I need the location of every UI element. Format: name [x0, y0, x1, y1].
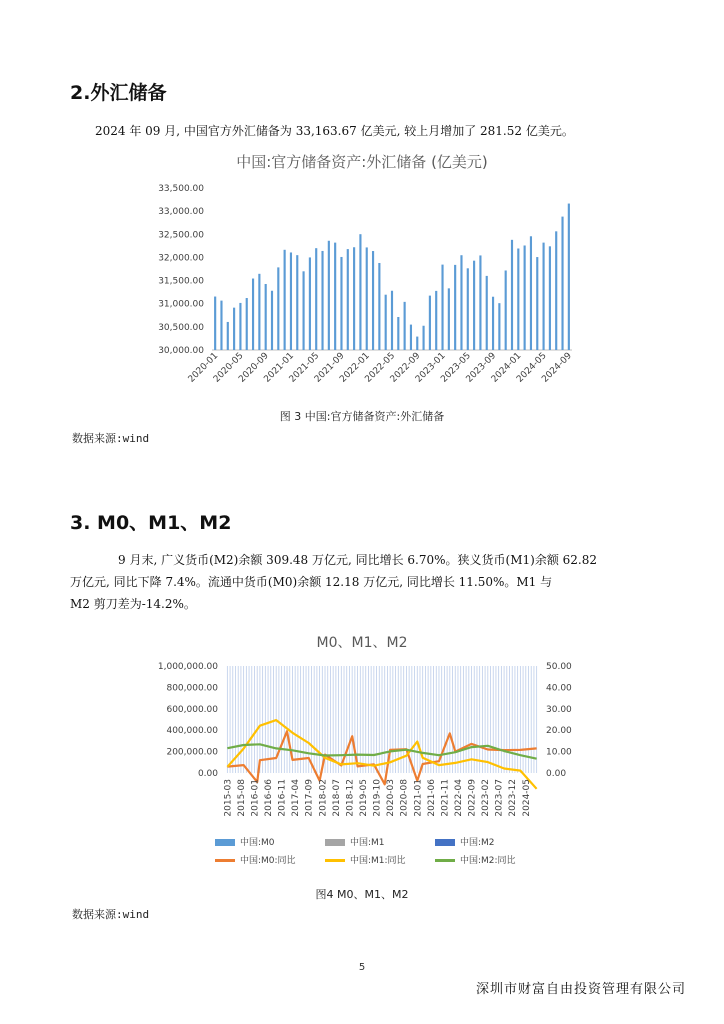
- fx-bar: [429, 296, 431, 350]
- legend-item: [325, 835, 385, 848]
- fx-bar: [555, 231, 557, 350]
- m2-bar: [254, 666, 255, 773]
- m2-bar: [227, 666, 228, 773]
- m2-bar: [501, 666, 502, 773]
- m2-bar: [433, 666, 434, 773]
- fx-bar: [309, 257, 311, 350]
- x-tick-label: 2021-01: [262, 351, 297, 385]
- m2-bar: [447, 666, 448, 773]
- fx-bar: [233, 308, 235, 350]
- y-tick-label: 30,000.00: [158, 346, 204, 356]
- m2-bar: [303, 666, 304, 773]
- m2-bar: [365, 666, 366, 773]
- x-tick-label: 2023-09: [464, 351, 499, 385]
- m2-bar: [520, 666, 521, 773]
- fx-bar: [397, 317, 399, 350]
- fx-bar: [530, 236, 532, 350]
- page-number: 5: [358, 962, 366, 973]
- m2-bar: [425, 666, 426, 773]
- m2-bar: [477, 666, 478, 773]
- x-tick-label: 2020-03: [386, 779, 397, 817]
- x-tick-label: 2016-06: [264, 779, 275, 817]
- right-y-tick-label: 0.00: [546, 769, 567, 779]
- legend-item: [325, 853, 406, 866]
- m2-bar: [352, 666, 353, 773]
- m2-bar: [392, 666, 393, 773]
- x-tick-label: 2020-01: [186, 351, 221, 385]
- m2-bar: [368, 666, 369, 773]
- legend-label: 中国:M1:同比: [350, 856, 406, 866]
- fx-bar: [315, 248, 317, 350]
- m2-bar: [287, 666, 288, 773]
- m2-bar: [278, 666, 279, 773]
- m2-bar: [265, 666, 266, 773]
- fx-bar: [568, 204, 570, 350]
- y-tick-label: 33,500.00: [158, 184, 204, 194]
- m2-bar: [379, 666, 380, 773]
- company-footer: 深圳市财富自由投资管理有限公司: [475, 982, 686, 997]
- m2-bar: [490, 666, 491, 773]
- m2-bar: [420, 666, 421, 773]
- left-y-tick-label: 800,000.00: [166, 683, 218, 694]
- left-y-tick-label: 600,000.00: [166, 704, 218, 715]
- x-tick-label: 2020-05: [211, 351, 246, 385]
- m2-bar: [398, 666, 399, 773]
- legend-label: 中国:M0:同比: [240, 856, 296, 866]
- m2-bar: [243, 666, 244, 773]
- x-tick-label: 2017-09: [304, 779, 315, 817]
- m2-bar: [414, 666, 415, 773]
- fx-bar: [524, 245, 526, 350]
- fx-bar: [460, 255, 462, 350]
- fx-bar: [265, 284, 267, 350]
- legend-swatch-line: [325, 859, 345, 862]
- m2-bar: [504, 666, 505, 773]
- m2-bar: [411, 666, 412, 773]
- m2-bar: [300, 666, 301, 773]
- x-tick-label: 2021-11: [440, 779, 451, 817]
- m2-bar: [382, 666, 383, 773]
- fx-bar: [511, 240, 513, 350]
- fx-bar: [321, 251, 323, 350]
- left-y-tick-label: 0.00: [197, 769, 218, 779]
- m2-bar: [515, 666, 516, 773]
- m2-bar: [458, 666, 459, 773]
- x-tick-label: 2021-05: [287, 351, 322, 385]
- fx-bar: [214, 297, 216, 350]
- fx-bar: [479, 255, 481, 350]
- legend-item: [215, 853, 296, 866]
- fx-data-source: 数据来源:wind: [72, 432, 150, 445]
- fx-bar: [441, 265, 443, 350]
- x-tick-label: 2021-01: [413, 779, 424, 817]
- m2-bar: [314, 666, 315, 773]
- y-tick-label: 31,500.00: [158, 276, 204, 287]
- x-tick-label: 2022-01: [338, 351, 372, 385]
- m2-bar: [241, 666, 242, 773]
- x-tick-label: 2019-05: [359, 779, 370, 817]
- fx-bar: [353, 247, 355, 350]
- fx-bar: [271, 291, 273, 350]
- m2-bar: [387, 666, 388, 773]
- right-y-tick-label: 50.00: [546, 662, 572, 672]
- fx-bar: [473, 261, 475, 350]
- m2-bar: [471, 666, 472, 773]
- m2-bar: [319, 666, 320, 773]
- fx-bar: [492, 297, 494, 350]
- m2-bar: [428, 666, 429, 773]
- money-paragraph-line-3: M2 剪刀差为-14.2%。: [70, 597, 196, 611]
- fx-bar: [423, 326, 425, 350]
- y-tick-label: 33,000.00: [158, 207, 204, 218]
- m2-bar: [517, 666, 518, 773]
- x-tick-label: 2021-09: [312, 351, 347, 385]
- m2-bar: [463, 666, 464, 773]
- m2-bar: [349, 666, 350, 773]
- m2-bar: [262, 666, 263, 773]
- fx-bar: [246, 298, 248, 350]
- m2-bar: [371, 666, 372, 773]
- fx-bar: [505, 270, 507, 350]
- m2-bar: [468, 666, 469, 773]
- m2-bar: [474, 666, 475, 773]
- y-tick-label: 31,000.00: [158, 299, 204, 310]
- legend-label: 中国:M2:同比: [460, 856, 516, 866]
- x-tick-label: 2020-08: [399, 779, 410, 817]
- fx-bar: [549, 246, 551, 350]
- legend-label: 中国:M2: [460, 838, 495, 848]
- x-tick-label: 2022-04: [453, 779, 464, 817]
- m2-bar: [249, 666, 250, 773]
- m2-bar: [509, 666, 510, 773]
- m2-bar: [333, 666, 334, 773]
- m2-bar: [270, 666, 271, 773]
- fx-bar: [296, 255, 298, 350]
- fx-bar: [517, 248, 519, 350]
- fx-bar: [543, 243, 545, 350]
- m2-bar: [436, 666, 437, 773]
- m2-bar: [452, 666, 453, 773]
- x-tick-label: 2016-01: [250, 779, 261, 817]
- right-y-tick-label: 40.00: [546, 683, 572, 694]
- money-chart-title: M0、M1、M2: [316, 635, 408, 651]
- x-tick-label: 2020-09: [237, 351, 271, 385]
- m2-bar: [455, 666, 456, 773]
- m2-bar: [268, 666, 269, 773]
- m2-bar: [487, 666, 488, 773]
- m2-bar: [297, 666, 298, 773]
- x-tick-label: 2019-10: [372, 779, 383, 817]
- x-tick-label: 2018-12: [345, 779, 356, 817]
- m2-bar: [485, 666, 486, 773]
- m2-bar: [260, 666, 261, 773]
- fx-bar: [391, 291, 393, 350]
- right-y-tick-label: 30.00: [546, 704, 572, 715]
- x-tick-label: 2023-07: [494, 779, 505, 817]
- m2-bar: [482, 666, 483, 773]
- m2-bar: [295, 666, 296, 773]
- legend-swatch-line: [435, 859, 455, 862]
- m2-bar: [273, 666, 274, 773]
- m2-bar: [439, 666, 440, 773]
- m2-bar: [284, 666, 285, 773]
- legend-label: 中国:M0: [240, 838, 275, 848]
- fx-bar: [258, 274, 260, 350]
- x-tick-label: 2021-06: [426, 779, 437, 817]
- fx-bar: [561, 217, 563, 350]
- money-data-source: 数据来源:wind: [72, 908, 150, 921]
- x-tick-label: 2024-05: [515, 351, 549, 385]
- legend-label: 中国:M1: [350, 838, 385, 848]
- legend-swatch-line: [215, 859, 235, 862]
- fx-figure-caption: 图 3 中国:官方储备资产:外汇储备: [279, 410, 445, 423]
- right-y-tick-label: 10.00: [546, 747, 572, 758]
- x-tick-label: 2015-08: [236, 779, 247, 817]
- fx-bar: [404, 302, 406, 350]
- left-y-tick-label: 400,000.00: [166, 726, 218, 737]
- x-tick-label: 2022-05: [363, 351, 398, 385]
- fx-chart-title: 中国:官方储备资产:外汇储备 (亿美元): [236, 153, 488, 171]
- fx-bar: [435, 291, 437, 350]
- m2-bar: [466, 666, 467, 773]
- legend-item: [435, 853, 516, 866]
- section-heading-money: 3. M0、M1、M2: [70, 512, 232, 534]
- fx-bar: [410, 325, 412, 350]
- m2-bar: [512, 666, 513, 773]
- money-figure-caption: 图4 M0、M1、M2: [315, 888, 409, 901]
- fx-bar: [486, 276, 488, 350]
- m2-bar: [384, 666, 385, 773]
- m2-bar: [306, 666, 307, 773]
- fx-bar: [328, 241, 330, 350]
- m2-bar: [460, 666, 461, 773]
- m2-bar: [449, 666, 450, 773]
- m2-bar: [395, 666, 396, 773]
- m2-bar: [417, 666, 418, 773]
- fx-bar: [378, 263, 380, 350]
- fx-bar: [284, 250, 286, 350]
- m2-bar: [335, 666, 336, 773]
- money-paragraph-line-2: 万亿元, 同比下降 7.4%。流通中货币(M0)余额 12.18 万亿元, 同比增长 11.50%。M1 与: [70, 575, 553, 589]
- fx-bar: [372, 251, 374, 350]
- fx-bar: [498, 303, 500, 350]
- fx-bar: [303, 271, 305, 350]
- fx-bar: [239, 303, 241, 350]
- m2-bar: [506, 666, 507, 773]
- m2-bar: [311, 666, 312, 773]
- legend-swatch-bar: [215, 839, 235, 846]
- y-tick-label: 32,500.00: [158, 230, 204, 241]
- legend-item: [435, 835, 495, 848]
- x-tick-label: 2023-05: [439, 351, 473, 385]
- fx-bar: [359, 234, 361, 350]
- x-tick-label: 2024-05: [521, 779, 532, 817]
- left-y-tick-label: 200,000.00: [166, 747, 218, 758]
- m2-bar: [281, 666, 282, 773]
- m2-bar: [363, 666, 364, 773]
- fx-bar: [448, 288, 450, 350]
- fx-reserve-bar-chart: [0, 176, 724, 406]
- m2-bar: [246, 666, 247, 773]
- left-y-tick-label: 1,000,000.00: [157, 662, 218, 672]
- m2-bar: [373, 666, 374, 773]
- y-tick-label: 30,500.00: [158, 322, 204, 333]
- fx-bar: [220, 301, 222, 350]
- x-tick-label: 2018-07: [331, 779, 342, 817]
- m2-bar: [338, 666, 339, 773]
- m2-bar: [230, 666, 231, 773]
- x-tick-label: 2023-01: [413, 351, 448, 385]
- x-tick-label: 2022-09: [467, 779, 478, 817]
- m2-bar: [360, 666, 361, 773]
- x-tick-label: 2024-09: [540, 351, 574, 385]
- m2-bar: [536, 666, 537, 773]
- m2-bar: [251, 666, 252, 773]
- m2-bar: [232, 666, 233, 773]
- fx-bar: [454, 265, 456, 350]
- x-tick-label: 2024-01: [489, 351, 524, 385]
- money-paragraph-line-1: 9 月末, 广义货币(M2)余额 309.48 万亿元, 同比增长 6.70%。狭义货币(M1)余额 62.82: [118, 553, 598, 567]
- fx-bar: [366, 247, 368, 350]
- x-tick-label: 2016-11: [277, 779, 288, 817]
- fx-bar: [536, 257, 538, 350]
- m2-bar: [496, 666, 497, 773]
- m2-bar: [444, 666, 445, 773]
- fx-bar: [416, 337, 418, 350]
- legend-swatch-bar: [435, 839, 455, 846]
- x-tick-label: 2023-02: [481, 779, 492, 817]
- m2-bar: [376, 666, 377, 773]
- x-tick-label: 2022-09: [388, 351, 423, 385]
- fx-bar: [277, 267, 279, 350]
- fx-bar: [227, 322, 229, 350]
- fx-bar: [467, 268, 469, 350]
- fx-bar: [252, 279, 254, 350]
- fx-bar: [340, 257, 342, 350]
- y-tick-label: 32,000.00: [158, 253, 204, 264]
- right-y-tick-label: 20.00: [546, 726, 572, 737]
- m2-bar: [430, 666, 431, 773]
- legend-swatch-bar: [325, 839, 345, 846]
- x-tick-label: 2017-04: [291, 779, 302, 817]
- m2-bar: [498, 666, 499, 773]
- fx-bar: [334, 243, 336, 350]
- m2-bar: [316, 666, 317, 773]
- m2-bar: [479, 666, 480, 773]
- m2-bar: [357, 666, 358, 773]
- m2-bar: [238, 666, 239, 773]
- m2-bar: [341, 666, 342, 773]
- fx-paragraph: 2024 年 09 月, 中国官方外汇储备为 33,163.67 亿美元, 较上月增加了 281.52 亿美元。: [95, 124, 574, 138]
- fx-bar: [290, 252, 292, 350]
- x-tick-label: 2023-12: [508, 779, 519, 817]
- legend-item: [215, 835, 275, 848]
- m2-bar: [289, 666, 290, 773]
- m2-bar: [493, 666, 494, 773]
- x-tick-label: 2018-02: [318, 779, 329, 817]
- fx-bar: [385, 295, 387, 350]
- m2-bar: [346, 666, 347, 773]
- m2-bar: [257, 666, 258, 773]
- section-heading-fx: 2.外汇储备: [70, 82, 167, 104]
- x-tick-label: 2015-03: [223, 779, 234, 817]
- fx-bar: [347, 249, 349, 350]
